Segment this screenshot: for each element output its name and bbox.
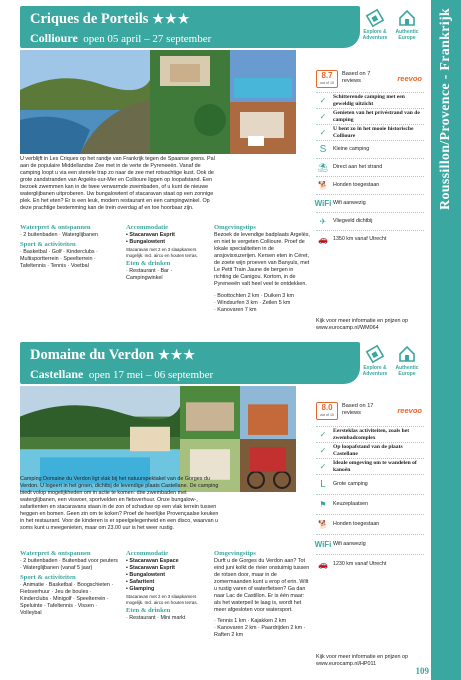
car-icon: 🚗 xyxy=(318,235,328,244)
camp-title: Criques de Porteils xyxy=(30,11,149,27)
car-icon: 🚗 xyxy=(318,560,328,569)
facilities-col-2: Accommodatie ▪ Stacaravan Espace ▪ Stacaravan Esprit ▪ Bungalowtent ▪ Safaritent ▪ Glamping Stacaravan met 2 en 3 slaapkamers mogelijk. Incl. airco en houten terras. Eten & drinken · Restaurant · Mini markt xyxy=(126,548,210,622)
feature-item: 🐕 Honden toegestaan xyxy=(316,514,424,534)
camp-open-dates: open 05 april – 27 september xyxy=(83,33,212,45)
feature-item: 🐕 Honden toegestaan xyxy=(316,176,424,194)
review-score: 8.0 out of 10 xyxy=(316,402,338,420)
surroundings-col: Omgevingstips Bezoek de levendige badplaats Argelès, en niet te vergeten Collioure. Proef de lokale specialiteiten in de ansjovisxuzerijen. Kersen eten in Céret, de zoete wijn proeven van Banyuls, met Le Petit Train Jaune de bergen in richting de Canigou. Kortom, in de Pyreneeën valt heel veel te ontdekken. · Boottochten 2 km · Duiken 3 km · Windsurfen 3 km · Zeilen 5 km · Kanovaren 7 km xyxy=(214,224,310,313)
hiking-boot-icon xyxy=(365,8,385,28)
camp-description: Camping Domaine du Verdon ligt vlak bij het natuurspektakel van de Gorges du Verdon. U logeert in het groen, dichtbij de levendige plaats Castellane. De camping biedt volop mogelijkheden om in actie te komen: drie zwembaden met waterglijbanen, een viswoer, sportvelden en fietsverhuur. Onze bungalow-, safaritenten en stacaravans staan in de zon of schaduw op een vlak terrein tussen heggen en bomen. Geen zin om te koken? Proef de heerlijke Provençaalse keuken in het restaurant. Voor de kinderen is er speelgelegenheid en een disco, waarvan u soms kunt u meegenieten, maar om 23.00 uur is het weer rustig. xyxy=(20,476,219,531)
accommodation-item: ▪ Safaritent xyxy=(126,579,155,585)
authentic-badge: Authentic Europe xyxy=(392,344,422,377)
dog-icon: 🐕 xyxy=(318,181,328,190)
camp-header xyxy=(20,342,360,384)
surroundings-col: Omgevingstips Durft u de Gorges du Verdon aan? Tot eind juni kolkt de rivier onstuimig tussen de rotsen door, maar in de zomermaanden kunt u erop of erin. Wilt u rustig varen of waterfietsen? Ga dan naar Lac de Castillon. Er is één maar: als het waterpeil te laag is, wordt het meer afgesloten voor watersport. · Tennis 1 km · Kajakken 2 km · Kanovaren 2 km · Paardrijden 2 km · Raften 2 km xyxy=(214,550,310,638)
camp-location: Castellane xyxy=(30,367,84,381)
camp-section-1 xyxy=(20,6,424,336)
explore-badge: Explore & Adventure xyxy=(360,344,390,377)
page-number: 109 xyxy=(415,666,429,676)
explore-badge: Explore & Adventure xyxy=(360,8,390,41)
authentic-badge: Authentic Europe xyxy=(392,8,422,41)
feature-item: WiFi Wifi aanwezig xyxy=(316,194,424,212)
facilities-col-2: Accommodatie ▪ Stacaravan Esprit ▪ Bungalowtent Stacaravan met 2 en 3 slaapkamers mogelijk. Incl. airco en houten terras. Eten & drinken · Restaurant · Bar · Campingwinkel xyxy=(126,222,210,282)
camp-title: Domaine du Verdon xyxy=(30,347,155,363)
feature-item: ✈ Vliegveld dichtbij xyxy=(316,212,424,230)
accommodation-item: ▪ Stacaravan Espace xyxy=(126,558,179,564)
camp-open-dates: open 17 mei – 06 september xyxy=(88,369,214,381)
house-icon xyxy=(397,8,417,28)
reevoo-logo: reevoo xyxy=(397,74,422,83)
theme-badges xyxy=(360,344,424,388)
star-rating: ★★★ xyxy=(158,347,197,362)
accommodation-item: ▪ Bungalowtent xyxy=(126,572,166,578)
accommodation-item: ▪ Stacaravan Esprit xyxy=(126,232,175,238)
accommodation-item: ▪ Bungalowtent xyxy=(126,239,166,245)
review-count: Based on 7 reviews xyxy=(342,71,371,84)
feature-item: L Grote camping xyxy=(316,474,424,494)
dog-icon: 🐕 xyxy=(318,520,328,529)
region-title: Roussillon/Provence - Frankrijk xyxy=(438,8,453,210)
flag-icon: ⚑ xyxy=(319,500,327,509)
camp-header xyxy=(20,6,360,48)
accommodation-item: ▪ Stacaravan Esprit xyxy=(126,565,175,571)
accommodation-item: ▪ Glamping xyxy=(126,586,155,592)
more-info-link[interactable]: Kijk voor meer informatie en prijzen op www.eurocamp.nl/HP011 xyxy=(316,654,408,667)
feature-item: S Kleine camping xyxy=(316,140,424,158)
more-info-link[interactable]: Kijk voor meer informatie en prijzen op www.eurocamp.nl/WM064 xyxy=(316,318,408,331)
wifi-icon: WiFi xyxy=(314,199,332,208)
rating-row xyxy=(316,402,424,422)
feature-item: WiFi Wifi aanwezig xyxy=(316,534,424,554)
feature-item: 🚗 1230 km vanaf Utrecht xyxy=(316,554,424,574)
flight-icon: ✈ xyxy=(319,217,327,226)
reevoo-logo: reevoo xyxy=(397,406,422,415)
wifi-icon: WiFi xyxy=(314,540,332,549)
facilities-col-1: Waterpret & ontspannen · 2 buitenbaden · Buitenbad voor peuters · Waterglijbanen (vanaf 5 jaar) Sport & activiteiten · Animatie · Basketbal · Boogschieten · Fietsverhuur · Jeu de boules · Kinderclubs · Minigolf · Speelterrein · Speluinte · Tafeltennis · Vissen · Volleybal xyxy=(20,550,118,616)
highlight-item: ✓ Op loopafstand van de plaats Castellane xyxy=(316,442,424,458)
theme-badges xyxy=(360,8,424,52)
rating-row xyxy=(316,70,424,90)
review-count: Based on 17 reviews xyxy=(342,403,374,416)
camp-description: U verblijft in Les Criques op het randje van Frankrijk tegen de Spaanse grens. Pal aan de populaire Middellandse Zee met in de verte de Pyreneeën. Vanaf de camping loopt u via een steriele trap zo naar de zee met rotsachtige kust. Ook de grote zandstranden van Argelès-sur-Mer en Collioure liggen op loopafstand. Een bezoek zwemmen kan in de twee verwarmde zwembaden, of u kunt de nieuwe waterglijbanen uitproberen. Uw bungalowtent of stacaravan staat op een zonnige plek. En het eten? Er is een leuk, modern restaurant en een campingwinkel. Op deze prachtige bestemming kan de trein overdag af en toe hoorbaar zijn. xyxy=(20,156,215,211)
beach-icon: ⛱ xyxy=(317,163,329,172)
highlight-item: ✓ Eersteklas activiteiten, zoals het zwembadcomplex xyxy=(316,426,424,442)
highlight-item: ✓ U bent zo in het mooie historische Collioure xyxy=(316,124,424,140)
small-camp-icon: S xyxy=(319,144,327,155)
feature-item: ⚑ Keuzeplaatsen xyxy=(316,494,424,514)
camp-section-2 xyxy=(20,342,424,674)
feature-item: ⛱ Direct aan het strand xyxy=(316,158,424,176)
feature-item: 🚗 1350 km vanaf Utrecht xyxy=(316,230,424,248)
feature-list xyxy=(316,426,424,574)
highlight-item: ✓ Ideale omgeving om te wandelen of kanoën xyxy=(316,458,424,474)
highlight-item: ✓ Genieten van het privéstrand van de camping xyxy=(316,108,424,124)
region-sidebar xyxy=(431,0,461,680)
star-rating: ★★★ xyxy=(152,11,191,26)
facilities-col-1: Waterpret & ontspannen · 2 buitenbaden · Waterglijbanen Sport & activiteiten · Basketbal · Golf · Kinderclubs · Multisportterrein · Speelterrein · Tafeltennis · Tennis · Voetbal xyxy=(20,224,99,269)
large-camp-icon: L xyxy=(320,479,326,490)
highlight-item: ✓ Schitterende camping met een geweldig uitzicht xyxy=(316,92,424,108)
camp-location: Collioure xyxy=(30,31,78,45)
house-icon xyxy=(397,344,417,364)
hiking-boot-icon xyxy=(365,344,385,364)
camp-photos xyxy=(20,50,296,154)
feature-list xyxy=(316,92,424,248)
review-score: 8.7 out of 10 xyxy=(316,70,338,88)
